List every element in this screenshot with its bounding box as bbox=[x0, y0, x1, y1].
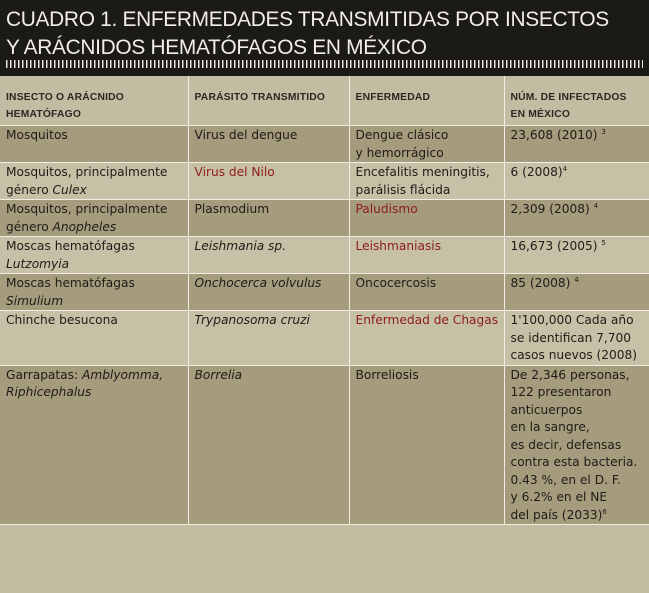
table-row bbox=[0, 200, 649, 237]
cell-parasite: Trypanosoma cruzi bbox=[188, 311, 349, 366]
cell-infected: 23,608 (2010) $^3$ bbox=[504, 126, 649, 163]
diseases-table bbox=[0, 76, 649, 525]
table-row bbox=[0, 163, 649, 200]
cell-infected: 6 $(2008)^4$ bbox=[504, 163, 649, 200]
title-bar bbox=[0, 0, 649, 76]
cell-insect: Moscas hematófagas Simulium bbox=[0, 274, 188, 311]
cell-insect: Mosquitos bbox=[0, 126, 188, 163]
title-line-2: Y ARÁCNIDOS HEMATÓFAGOS EN MÉXICO bbox=[6, 35, 427, 59]
table-row bbox=[0, 237, 649, 274]
footnote-ref: 4 bbox=[574, 276, 579, 284]
cell-insect: Garrapatas: Amblyomma, Riphicephalus bbox=[0, 365, 188, 525]
cell-infected: 85 (2008) $^4$ bbox=[504, 274, 649, 311]
cell-disease: Enfermedad de Chagas bbox=[349, 311, 504, 366]
footnote-ref: 5 bbox=[601, 239, 606, 247]
cell-insect: Moscas hematófagas Lutzomyia bbox=[0, 237, 188, 274]
table-row bbox=[0, 274, 649, 311]
column-header-infected: NÚM. DE INFECTADOS EN MÉXICO bbox=[504, 76, 649, 126]
table-row bbox=[0, 365, 649, 525]
column-header-parasite: PARÁSITO TRANSMITIDO bbox=[188, 76, 349, 126]
table-row bbox=[0, 126, 649, 163]
cell-disease: Oncocercosis bbox=[349, 274, 504, 311]
cell-infected: 16,673 (2005) $^5$ bbox=[504, 237, 649, 274]
cell-disease: Paludismo bbox=[349, 200, 504, 237]
cell-insect: Chinche besucona bbox=[0, 311, 188, 366]
cell-parasite: Plasmodium bbox=[188, 200, 349, 237]
cell-parasite: Virus del dengue bbox=[188, 126, 349, 163]
cell-infected: De 2,346 personas, 122 presentaron anticuerpos en la sangre, es decir, defensas contra esta bacteria. 0.43 %, en el D. F. y 6.2% en el NE del país $(2033)^6$ bbox=[504, 365, 649, 525]
header-row bbox=[0, 76, 649, 126]
cell-disease: Dengue clásico y hemorrágico bbox=[349, 126, 504, 163]
footnote-ref: 6 bbox=[602, 507, 607, 516]
cell-insect: Mosquitos, principalmente género Culex bbox=[0, 163, 188, 200]
footnote-ref: 4 bbox=[593, 202, 599, 210]
footnote-ref: 3 bbox=[601, 128, 606, 136]
table-row bbox=[0, 311, 649, 366]
cell-parasite: Virus del Nilo bbox=[188, 163, 349, 200]
cell-disease: Borreliosis bbox=[349, 365, 504, 525]
table-title bbox=[6, 5, 609, 61]
cell-disease: Leishmaniasis bbox=[349, 237, 504, 274]
cell-parasite: Onchocerca volvulus bbox=[188, 274, 349, 311]
column-header-insect: INSECTO O ARÁCNIDO HEMATÓFAGO bbox=[0, 76, 188, 126]
cell-infected: 2,309 (2008) $^4$ bbox=[504, 200, 649, 237]
decorative-hatch-rule bbox=[6, 60, 643, 68]
cell-infected: 1'100,000 Cada año se identifican 7,700 casos nuevos (2008) bbox=[504, 311, 649, 366]
cell-parasite: Leishmania sp. bbox=[188, 237, 349, 274]
cell-disease: Encefalitis meningitis, parálisis flácida bbox=[349, 163, 504, 200]
cell-parasite: Borrelia bbox=[188, 365, 349, 525]
column-header-disease: ENFERMEDAD bbox=[349, 76, 504, 126]
footnote-ref: 4 bbox=[562, 165, 568, 173]
title-line-1: CUADRO 1. ENFERMEDADES TRANSMITIDAS POR INSECTOS bbox=[6, 7, 609, 31]
cell-insect: Mosquitos, principalmente género Anopheles bbox=[0, 200, 188, 237]
